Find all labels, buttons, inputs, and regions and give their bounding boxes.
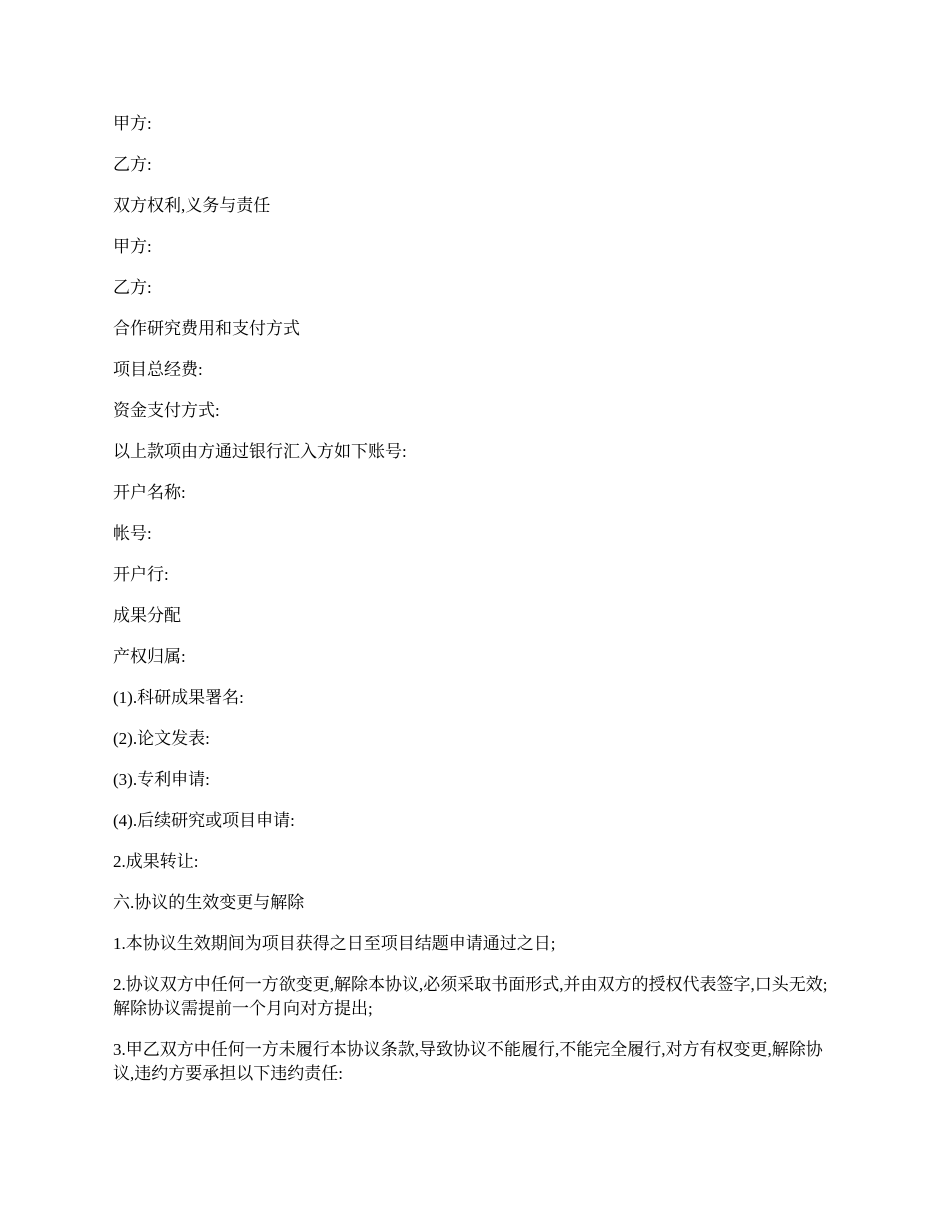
account-name-field: 开户名称: <box>113 483 186 502</box>
list-item-publication: (2).论文发表: <box>113 729 210 748</box>
list-item-authorship: (1).科研成果署名: <box>113 688 244 707</box>
clause-breach: 3.甲乙双方中任何一方未履行本协议条款,导致协议不能履行,不能完全履行,对方有权变更,解除协议,违约方要承担以下违约责任: <box>113 1040 823 1083</box>
list-item-followup: (4).后续研究或项目申请: <box>113 811 295 830</box>
section-heading-termination: 六.协议的生效变更与解除 <box>113 893 305 912</box>
results-transfer-field: 2.成果转让: <box>113 852 199 871</box>
section-heading-results: 成果分配 <box>113 606 181 625</box>
section-heading-rights: 双方权利,义务与责任 <box>113 196 271 215</box>
document-body <box>113 112 838 1103</box>
party-b-label: 乙方: <box>113 155 152 174</box>
clause-validity-period: 1.本协议生效期间为项目获得之日至项目结题申请通过之日; <box>113 934 556 953</box>
bank-branch-field: 开户行: <box>113 565 169 584</box>
ownership-field: 产权归属: <box>113 647 186 666</box>
account-number-field: 帐号: <box>113 524 152 543</box>
bank-transfer-note: 以上款项由方通过银行汇入方如下账号: <box>113 442 407 461</box>
party-a-label: 甲方: <box>113 114 152 133</box>
party-a-duties: 甲方: <box>113 237 152 256</box>
party-b-duties: 乙方: <box>113 278 152 297</box>
list-item-patent: (3).专利申请: <box>113 770 210 789</box>
clause-modification: 2.协议双方中任何一方欲变更,解除本协议,必须采取书面形式,并由双方的授权代表签字,口头无效;解除协议需提前一个月向对方提出; <box>113 975 828 1018</box>
payment-method-field: 资金支付方式: <box>113 401 220 420</box>
total-funding-field: 项目总经费: <box>113 360 203 379</box>
section-heading-funding: 合作研究费用和支付方式 <box>113 319 300 338</box>
